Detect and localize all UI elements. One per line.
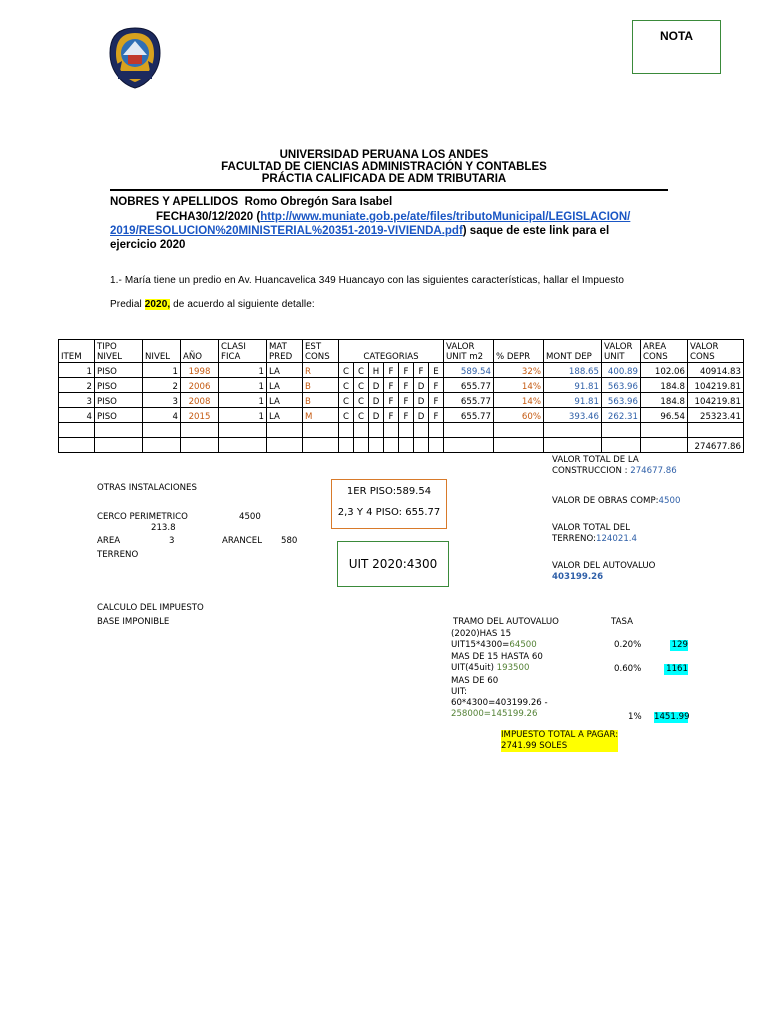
cell-nivel: 2 xyxy=(143,378,181,393)
student-line xyxy=(110,196,392,208)
after-link-2: ejercicio 2020 xyxy=(110,239,186,251)
cell-categoria: D xyxy=(414,393,429,408)
cell-valor-unit-final: 563.96 xyxy=(602,378,641,393)
after-link: ) saque de este link para el xyxy=(462,225,610,237)
cell-depr: 14% xyxy=(494,393,544,408)
cell-est: M xyxy=(303,408,339,423)
cell-item: 3 xyxy=(59,393,95,408)
cell-anio: 2008 xyxy=(181,393,219,408)
base-imponible: BASE IMPONIBLE xyxy=(97,617,170,627)
cell-valor-cons: 104219.81 xyxy=(688,393,744,408)
cell-categoria: D xyxy=(414,378,429,393)
vtc-value: 274677.86 xyxy=(630,466,677,476)
student-label: NOBRES Y APELLIDOS xyxy=(110,196,239,208)
tramo-2: MAS DE 15 HASTA 60 UIT(45uit) 193500 xyxy=(451,652,543,673)
header-rule xyxy=(110,189,668,191)
uit-box: UIT 2020:4300 xyxy=(337,541,449,587)
cell-valor-cons: 25323.41 xyxy=(688,408,744,423)
cell-item: 4 xyxy=(59,408,95,423)
cell-item: 2 xyxy=(59,378,95,393)
document-title: PRÁCTIA CALIFICADA DE ADM TRIBUTARIA xyxy=(261,173,507,185)
table-header-row xyxy=(59,340,744,363)
area-label: AREA xyxy=(97,536,121,546)
tasa-header: TASA xyxy=(611,617,633,627)
cell-clasifica: 1 xyxy=(219,408,267,423)
table-body xyxy=(59,363,744,423)
student-name: Romo Obregón Sara Isabel xyxy=(244,196,393,208)
terreno-label: TERRENO xyxy=(97,550,139,560)
cell-mont-dep: 393.46 xyxy=(544,408,602,423)
valuation-table xyxy=(58,339,744,453)
cell-item: 1 xyxy=(59,363,95,378)
tasa-1: 0.20% xyxy=(614,640,642,650)
cell-categoria: C xyxy=(339,363,354,378)
cell-tipo: PISO xyxy=(95,378,143,393)
cell-mont-dep: 91.81 xyxy=(544,393,602,408)
cell-mont-dep: 91.81 xyxy=(544,378,602,393)
cell-categoria: C xyxy=(339,408,354,423)
cell-depr: 14% xyxy=(494,378,544,393)
problem-pre: Predial xyxy=(110,299,145,310)
cell-mat: LA xyxy=(267,408,303,423)
cell-mat: LA xyxy=(267,378,303,393)
problem-line-2 xyxy=(110,299,670,310)
valor-autovaluo: VALOR DEL AUTOVALUO 403199.26 xyxy=(552,561,656,582)
total-valor-cons: 274677.86 xyxy=(688,438,744,453)
cell-tipo: PISO xyxy=(95,408,143,423)
resolution-link-cont[interactable]: 2019/RESOLUCION%20MINISTERIAL%20351-2019-VIVIENDA.pdf xyxy=(110,225,463,237)
cell-valor-unit-final: 262.31 xyxy=(602,408,641,423)
piso-line-1: 1ER PISO:589.54 xyxy=(346,486,432,497)
cell-valor-unit-final: 400.89 xyxy=(602,363,641,378)
university-logo xyxy=(108,27,162,89)
calculo-title: CALCULO DEL IMPUESTO xyxy=(97,603,204,613)
th-item: ITEM xyxy=(59,340,95,363)
cell-clasifica: 1 xyxy=(219,393,267,408)
th-clasifica: CLASI FICA xyxy=(219,340,267,363)
cell-categoria: C xyxy=(339,378,354,393)
table-empty-row xyxy=(59,423,744,438)
cell-valor-unit: 655.77 xyxy=(444,408,494,423)
cell-categoria: F xyxy=(399,393,414,408)
cell-categoria: C xyxy=(354,363,369,378)
cell-valor-unit: 589.54 xyxy=(444,363,494,378)
arancel-label: ARANCEL xyxy=(222,536,263,546)
th-est-cons: EST CONS xyxy=(303,340,339,363)
cerco-label: CERCO PERIMETRICO xyxy=(97,512,188,522)
cell-valor-cons: 40914.83 xyxy=(688,363,744,378)
th-valor-cons: VALOR CONS xyxy=(688,340,744,363)
cell-categoria: D xyxy=(369,378,384,393)
cell-categoria: F xyxy=(384,393,399,408)
th-mont-dep: MONT DEP xyxy=(544,340,602,363)
otras-title: OTRAS INSTALACIONES xyxy=(97,483,197,493)
cell-categoria: H xyxy=(369,363,384,378)
cell-categoria: E xyxy=(429,363,444,378)
cell-anio: 1998 xyxy=(181,363,219,378)
arancel-value: 580 xyxy=(281,536,298,546)
impuesto-total-value: 2741.99 SOLES xyxy=(501,741,568,751)
cell-area: 184.8 xyxy=(641,378,688,393)
cell-area: 96.54 xyxy=(641,408,688,423)
cell-categoria: F xyxy=(384,363,399,378)
cell-clasifica: 1 xyxy=(219,363,267,378)
autovaluo-value: 403199.26 xyxy=(552,572,604,582)
cell-mont-dep: 188.65 xyxy=(544,363,602,378)
cell-depr: 60% xyxy=(494,408,544,423)
th-area-cons: AREA CONS xyxy=(641,340,688,363)
cell-valor-unit-final: 563.96 xyxy=(602,393,641,408)
cell-categoria: D xyxy=(414,408,429,423)
cell-area: 184.8 xyxy=(641,393,688,408)
cerco-value: 4500 xyxy=(239,512,261,522)
cell-categoria: F xyxy=(384,408,399,423)
tramo-header: TRAMO DEL AUTOVALUO xyxy=(453,617,559,627)
cell-clasifica: 1 xyxy=(219,378,267,393)
cell-anio: 2015 xyxy=(181,408,219,423)
cell-nivel: 1 xyxy=(143,363,181,378)
cell-nivel: 4 xyxy=(143,408,181,423)
cell-est: B xyxy=(303,378,339,393)
impuesto-total-label: IMPUESTO TOTAL A PAGAR: xyxy=(501,730,619,740)
cell-mat: LA xyxy=(267,393,303,408)
result-1: 129 xyxy=(671,640,688,650)
cell-categoria: F xyxy=(399,363,414,378)
table-row xyxy=(59,408,744,423)
th-mat-pred: MAT PRED xyxy=(267,340,303,363)
impuesto-total xyxy=(501,730,618,752)
nota-box xyxy=(632,20,721,74)
cell-depr: 32% xyxy=(494,363,544,378)
cell-categoria: C xyxy=(354,393,369,408)
cell-mat: LA xyxy=(267,363,303,378)
cell-categoria: F xyxy=(414,363,429,378)
cell-est: R xyxy=(303,363,339,378)
th-nivel: NIVEL xyxy=(143,340,181,363)
area-value: 3 xyxy=(169,536,175,546)
result-2: 1161 xyxy=(664,664,688,675)
terreno-value: 124021.4 xyxy=(596,534,638,544)
cell-categoria: F xyxy=(429,393,444,408)
cell-tipo: PISO xyxy=(95,363,143,378)
cell-tipo: PISO xyxy=(95,393,143,408)
table-row xyxy=(59,393,744,408)
cell-categoria: F xyxy=(429,378,444,393)
valor-total-construccion: VALOR TOTAL DE LA CONSTRUCCION : 274677.86 xyxy=(552,455,677,476)
th-categorias: CATEGORIAS xyxy=(339,340,444,363)
th-valor-unit: VALOR UNIT m2 xyxy=(444,340,494,363)
obras-value: 4500 xyxy=(658,496,681,506)
cell-categoria: C xyxy=(354,378,369,393)
cell-area: 102.06 xyxy=(641,363,688,378)
valor-obras-comp: VALOR DE OBRAS COMP:4500 xyxy=(552,496,681,506)
th-tipo: TIPO NIVEL xyxy=(95,340,143,363)
university-name: UNIVERSIDAD PERUANA LOS ANDES xyxy=(279,149,489,161)
piso-line-2: 2,3 Y 4 PISO: 655.77 xyxy=(337,507,441,518)
cell-categoria: F xyxy=(399,408,414,423)
th-depr: % DEPR xyxy=(494,340,544,363)
cell-categoria: D xyxy=(369,393,384,408)
valor-total-terreno: VALOR TOTAL DEL TERRENO:124021.4 xyxy=(552,523,638,544)
cell-anio: 2006 xyxy=(181,378,219,393)
cell-categoria: F xyxy=(399,378,414,393)
problem-line-1: 1.- María tiene un predio en Av. Huancavelica 349 Huancayo con las siguientes características, hallar el Impuesto xyxy=(110,275,624,286)
cell-valor-unit: 655.77 xyxy=(444,378,494,393)
table-total-row xyxy=(59,438,744,453)
result-3: 1451.99 xyxy=(654,712,690,722)
fecha-block xyxy=(110,210,650,252)
tramo-3: MAS DE 60 UIT: 60*4300=403199.26 - 258000=145199.26 xyxy=(451,676,548,719)
fecha-text: FECHA30/12/2020 ( xyxy=(156,211,261,223)
cell-categoria: F xyxy=(429,408,444,423)
tasa-2: 0.60% xyxy=(614,664,642,674)
problem-year: 2020, xyxy=(144,299,171,310)
table-row xyxy=(59,363,744,378)
piso-values-box xyxy=(331,479,447,529)
cell-est: B xyxy=(303,393,339,408)
tramo-1: (2020)HAS 15 UIT15*4300=64500 xyxy=(451,629,537,650)
cell-categoria: C xyxy=(339,393,354,408)
problem-post: de acuerdo al siguiente detalle: xyxy=(170,299,315,310)
cell-nivel: 3 xyxy=(143,393,181,408)
cell-valor-unit: 655.77 xyxy=(444,393,494,408)
cell-categoria: F xyxy=(384,378,399,393)
cell-categoria: D xyxy=(369,408,384,423)
resolution-link[interactable]: http://www.muniate.gob.pe/ate/files/tributoMunicipal/LEGISLACION/ xyxy=(260,211,631,223)
tasa-3: 1% xyxy=(628,712,642,722)
cerco-sub: 213.8 xyxy=(151,523,176,533)
table-row xyxy=(59,378,744,393)
nota-label: NOTA xyxy=(659,29,694,43)
cell-categoria: C xyxy=(354,408,369,423)
faculty-name: FACULTAD DE CIENCIAS ADMINISTRACIÓN Y CONTABLES xyxy=(221,161,547,173)
th-anio: AÑO xyxy=(181,340,219,363)
cell-valor-cons: 104219.81 xyxy=(688,378,744,393)
th-valor-unit-final: VALOR UNIT xyxy=(602,340,641,363)
